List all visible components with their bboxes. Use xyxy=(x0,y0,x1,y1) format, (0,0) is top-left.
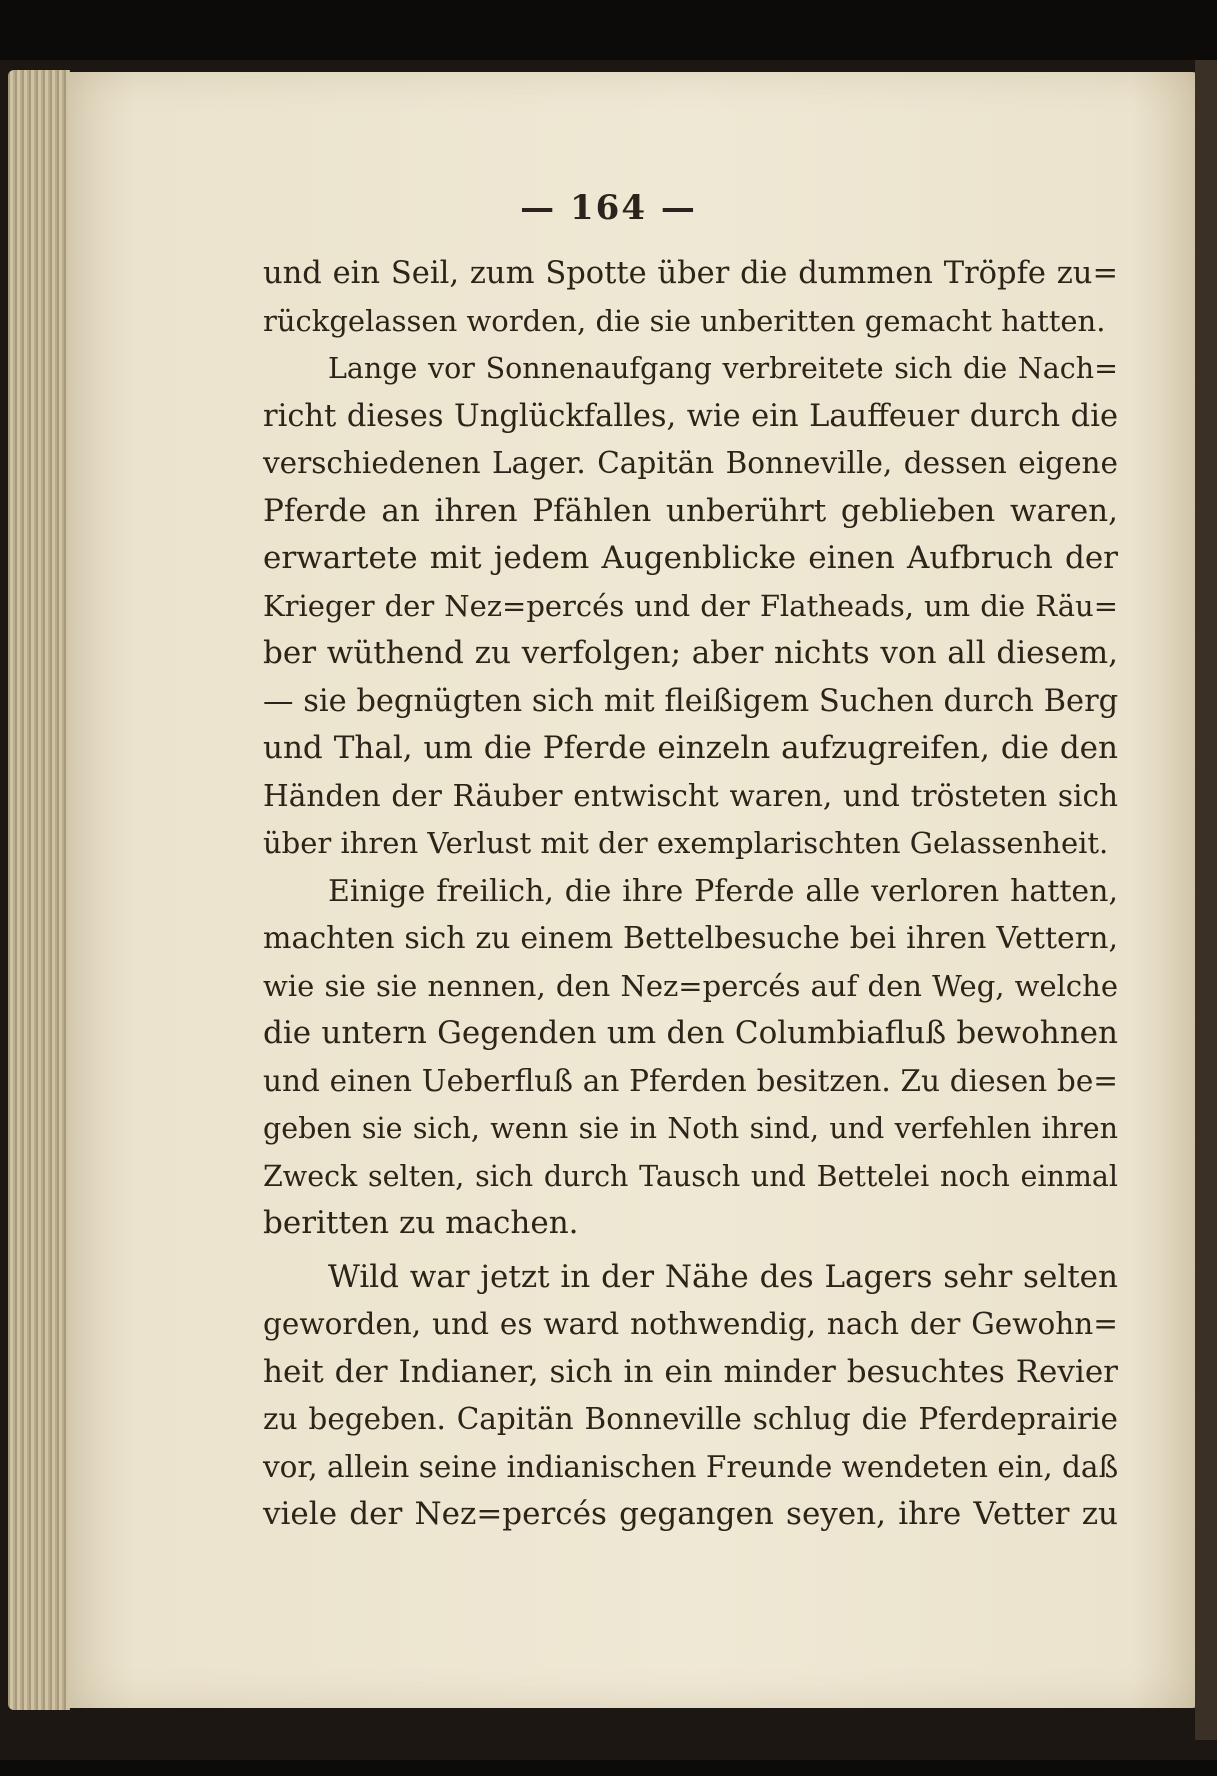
paragraph xyxy=(263,868,1118,1248)
text-line: und Thal, um die Pferde einzeln aufzugreifen, die den xyxy=(263,730,1118,766)
paragraph xyxy=(263,250,1118,345)
paragraph xyxy=(263,345,1118,868)
text-line: heit der Indianer, sich in ein minder besuchtes Revier xyxy=(263,1353,1118,1390)
text-line: die untern Gegenden um den Columbiafluß bewohnen xyxy=(263,1015,1118,1051)
text-line: und ein Seil, zum Spotte über die dummen Tröpfe zu= xyxy=(263,256,1118,291)
text-line: ber wüthend zu verfolgen; aber nichts von all diesem, xyxy=(263,635,1118,671)
text-line: erwartete mit jedem Augenblicke einen Aufbruch der xyxy=(263,540,1118,576)
text-line: Krieger der Nez=percés und der Flatheads, um die Räu= xyxy=(263,588,1118,623)
right-cover-edge xyxy=(1195,60,1217,1740)
body-text xyxy=(263,250,1118,1539)
text-line: und einen Ueberfluß an Pferden besitzen. Zu diesen be= xyxy=(263,1063,1118,1098)
text-line: richt dieses Unglückfalles, wie ein Lauffeuer durch die xyxy=(263,398,1118,434)
text-line: Einige freilich, die ihre Pferde alle verloren hatten, xyxy=(328,873,1118,909)
text-line: Lange vor Sonnenaufgang verbreitete sich die Nach= xyxy=(328,352,1118,385)
text-line: Zweck selten, sich durch Tausch und Bettelei noch einmal xyxy=(263,1159,1118,1193)
text-line: zu begeben. Capitän Bonneville schlug die Pferdeprairie xyxy=(263,1402,1118,1436)
page-number: — 164 — xyxy=(520,188,697,228)
text-line: geworden, und es ward nothwendig, nach der Gewohn= xyxy=(263,1307,1118,1341)
text-line: beritten zu machen. xyxy=(263,1205,579,1241)
text-line: Händen der Räuber entwischt waren, und trösteten sich xyxy=(263,778,1118,813)
text-line: — sie begnügten sich mit fleißigem Suchen durch Berg xyxy=(263,683,1119,719)
text-line: verschiedenen Lager. Capitän Bonneville, dessen eigene xyxy=(263,446,1118,480)
text-line: Wild war jetzt in der Nähe des Lagers sehr selten xyxy=(328,1258,1118,1295)
text-line: machten sich zu einem Bettelbesuche bei ihren Vettern, xyxy=(263,921,1118,956)
text-line: rückgelassen worden, die sie unberitten gemacht hatten. xyxy=(263,303,1106,338)
text-line: wie sie sie nennen, den Nez=percés auf den Weg, welche xyxy=(263,968,1118,1003)
text-line: über ihren Verlust mit der exemplarischten Gelassenheit. xyxy=(263,826,1109,860)
paragraph xyxy=(263,1254,1118,1539)
text-line: viele der Nez=percés gegangen seyen, ihre Vetter zu xyxy=(263,1496,1118,1532)
text-line: Pferde an ihren Pfählen unberührt geblieben waren, xyxy=(263,492,1118,529)
page-edges xyxy=(8,70,70,1710)
text-line: geben sie sich, wenn sie in Noth sind, und verfehlen ihren xyxy=(263,1112,1118,1145)
text-line: vor, allein seine indianischen Freunde wendeten ein, daß xyxy=(263,1449,1119,1484)
